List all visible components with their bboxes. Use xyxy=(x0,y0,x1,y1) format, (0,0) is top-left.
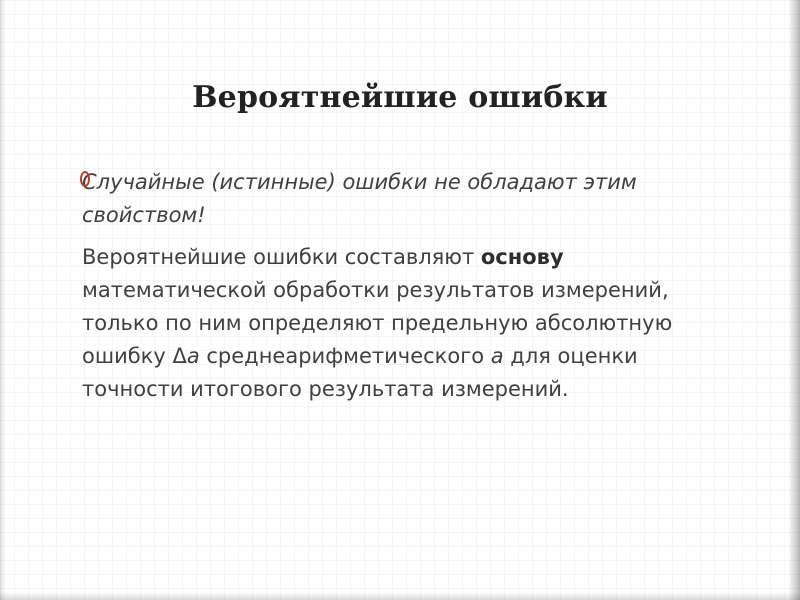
paragraph2-part2: математической обработки результатов измерений, только по ним определяют предельную абсолютную ошибку xyxy=(82,278,673,368)
paragraph-probable-errors xyxy=(82,241,742,406)
slide-title: Вероятнейшие ошибки xyxy=(192,80,608,115)
paragraph2-emphasis: основу xyxy=(480,245,564,269)
paragraph-random-errors-text: Случайные (истинные) ошибки не обладают этим свойством! xyxy=(82,170,637,227)
paragraph2-part4: для оценки точности итогового результата измерений. xyxy=(82,344,638,401)
paragraph2-part3: среднеарифметического xyxy=(199,344,491,368)
symbol-a-2: a xyxy=(490,344,504,368)
symbol-a-1: a xyxy=(186,344,200,368)
delta-symbol: Δ xyxy=(172,344,187,368)
slide-shadow-bottom xyxy=(0,592,800,600)
slide-content xyxy=(82,166,742,415)
bullet-icon xyxy=(80,171,90,187)
paragraph-random-errors xyxy=(82,166,742,232)
paragraph2-part1: Вероятнейшие ошибки составляют xyxy=(82,245,481,269)
